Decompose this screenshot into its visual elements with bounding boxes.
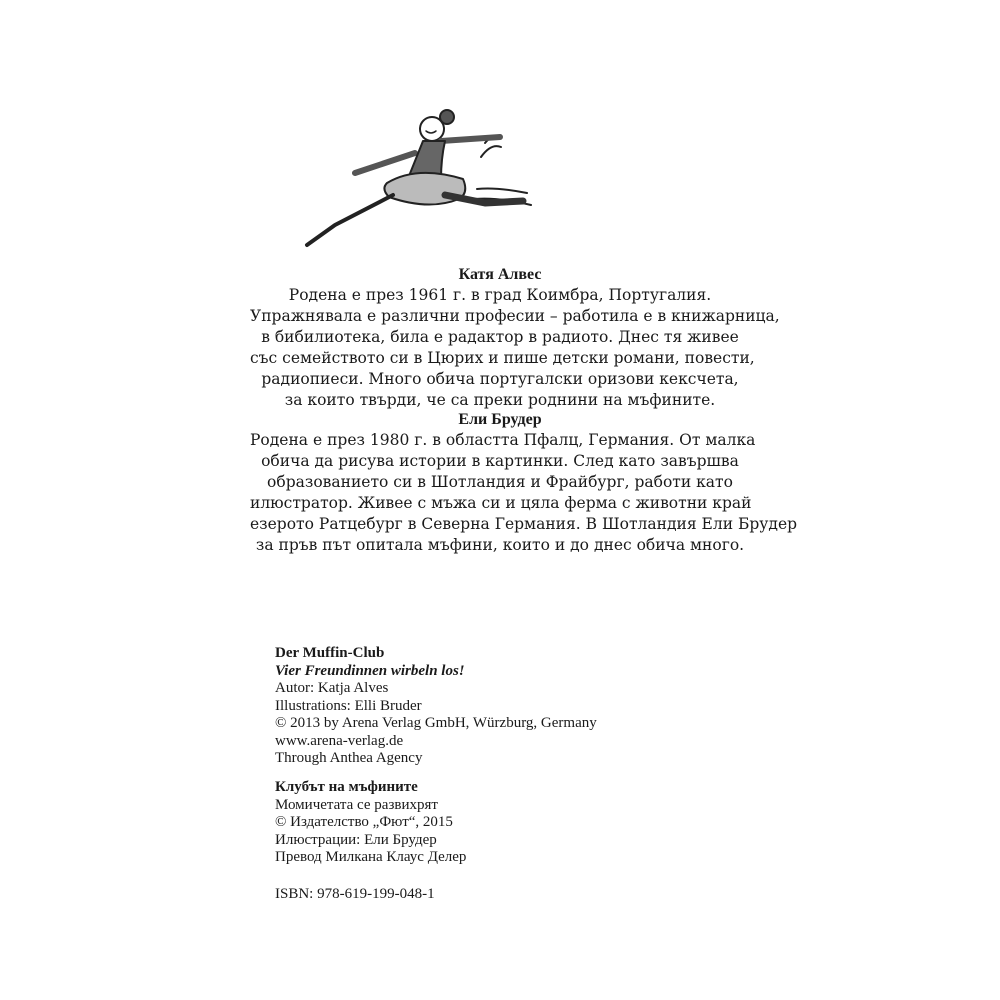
illustrator-bio-line: езерото Ратцебург в Северна Германия. В Шотландия Ели Брудер <box>250 515 798 533</box>
original-agency: Through Anthea Agency <box>275 750 423 766</box>
bulgarian-publisher: © Издателство „Фют“, 2015 <box>275 814 453 830</box>
original-copyright: © 2013 by Arena Verlag GmbH, Würzburg, Germany <box>275 715 597 731</box>
author-name: Катя Алвес <box>458 266 542 283</box>
illustrator-bio <box>250 409 798 556</box>
isbn: ISBN: 978-619-199-048-1 <box>275 886 435 902</box>
original-subtitle: Vier Freundinnen wirbeln los! <box>275 662 465 679</box>
author-bio-line: в бибилиотека, била е радактор в радиото. Днес тя живее <box>261 328 739 346</box>
author-bio-line: със семейството си в Цюрих и пише детски романи, повести, <box>250 349 755 367</box>
bulgarian-translation: Превод Милкана Клаус Делер <box>275 849 467 865</box>
ballerina-illustration <box>295 95 535 255</box>
author-bio-line: Упражнявала е различни професии – работила е в книжарница, <box>250 307 780 325</box>
original-author: Autor: Katja Alves <box>275 680 389 696</box>
original-title: Der Muffin-Club <box>275 645 385 661</box>
illustrator-name: Ели Брудер <box>458 411 542 428</box>
illustrator-bio-line: илюстратор. Живее с мъжа си и цяла ферма с животни край <box>250 494 752 512</box>
author-bio-line: за които твърди, че са преки роднини на мъфините. <box>284 391 716 409</box>
illustrator-bio-line: за пръв път опитала мъфини, които и до днес обича много. <box>255 536 745 554</box>
illustrator-bio-line: образованието си в Шотландия и Фрайбург, работи като <box>267 473 733 491</box>
bulgarian-title: Клубът на мъфините <box>275 779 418 795</box>
original-illustrations: Illustrations: Elli Bruder <box>275 697 422 714</box>
author-bio-line: радиопиеси. Много обича португалски оризови кексчета, <box>261 370 739 388</box>
bulgarian-edition-credits <box>275 779 755 867</box>
bulgarian-subtitle: Момичетата се развихрят <box>275 796 438 813</box>
original-website: www.arena-verlag.de <box>275 732 404 749</box>
author-bio <box>250 264 780 411</box>
illustrator-bio-line: обича да рисува истории в картинки. След като завършва <box>261 452 739 470</box>
author-bio-line: Родена е през 1961 г. в град Коимбра, Португалия. <box>288 286 712 304</box>
illustrator-bio-line: Родена е през 1980 г. в областта Пфалц, Германия. От малка <box>250 431 756 449</box>
bulgarian-illustrations: Илюстрации: Ели Брудер <box>275 831 437 848</box>
original-edition-credits <box>275 645 755 768</box>
